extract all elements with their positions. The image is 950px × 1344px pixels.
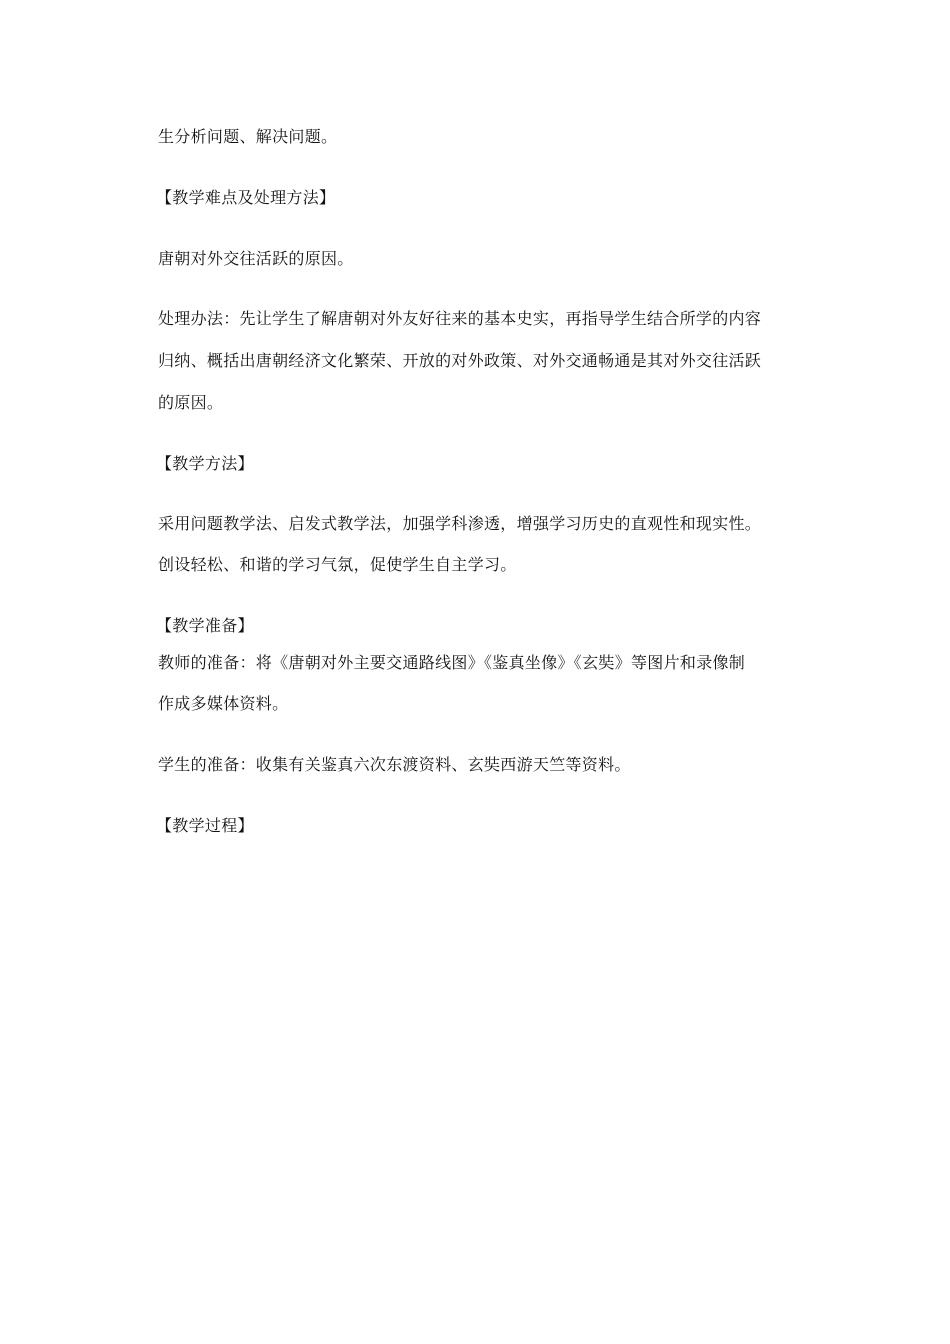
teacher-preparation-line-1: 教师的准备：将《唐朝对外主要交通路线图》《鉴真坐像》《玄奘》等图片和录像制 (158, 653, 746, 672)
methods-heading: 【教学方法】 (156, 454, 254, 473)
methods-line-2: 创设轻松、和谐的学习气氛，促使学生自主学习。 (158, 555, 517, 574)
difficulty-method-line-3: 的原因。 (158, 393, 224, 412)
difficulty-point: 唐朝对外交往活跃的原因。 (158, 249, 354, 268)
intro-continuation: 生分析问题、解决问题。 (158, 127, 338, 146)
teacher-preparation-line-2: 作成多媒体资料。 (158, 694, 289, 713)
difficulty-heading: 【教学难点及处理方法】 (156, 188, 336, 207)
preparation-heading: 【教学准备】 (156, 616, 254, 635)
difficulty-method-line-2: 归纳、概括出唐朝经济文化繁荣、开放的对外政策、对外交通畅通是其对外交往活跃 (158, 351, 762, 370)
difficulty-method-line-1: 处理办法：先让学生了解唐朝对外友好往来的基本史实，再指导学生结合所学的内容 (158, 309, 762, 328)
methods-line-1: 采用问题教学法、启发式教学法，加强学科渗透，增强学习历史的直观性和现实性。 (158, 514, 762, 533)
student-preparation-line: 学生的准备：收集有关鉴真六次东渡资料、玄奘西游天竺等资料。 (158, 755, 631, 774)
process-heading: 【教学过程】 (156, 816, 254, 835)
